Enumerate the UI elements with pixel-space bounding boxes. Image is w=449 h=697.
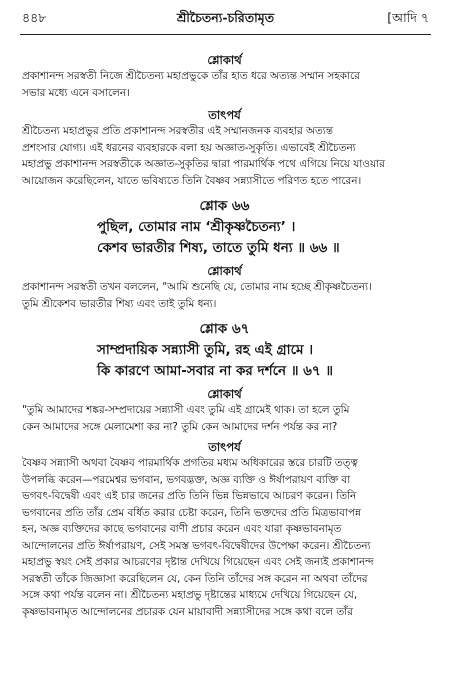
section-heading: তাৎপর্য (208, 108, 241, 122)
text-line: আয়োজন করেছিলেন, যাতে ভবিষ্যতে তিনি বৈষ্ণব সন্ন্যাসীতে পরিণত হতে পারেন। (22, 174, 362, 187)
text-line: তুমি শ্রীকেশব ভারতীর শিষ্য এবং তাই তুমি ধন্য। (22, 297, 217, 310)
text-line: উপলব্ধি করেন—পরমেশ্বর ভগবান, ভগবদ্ভক্ত, অজ্ঞ ব্যক্তি ও ঈর্ষাপরায়ণ ব্যক্তি বা (22, 473, 351, 486)
verse (22, 340, 427, 382)
verse-line: সাম্প্রদায়িক সন্ন্যাসী তুমি, রহ এই গ্রামে । (97, 342, 314, 358)
paragraph (22, 123, 427, 189)
text-line: কৃষ্ণভাবনামৃত আন্দোলনের প্রচারক যেন মায়াবাদী সন্ন্যাসীদের সঙ্গে কথা বলে তাঁর (22, 605, 353, 618)
verse-line: কেশব ভারতীর শিষ্য, তাতে তুমি ধন্য ॥ ৬৬ ॥ (97, 240, 340, 256)
verse-heading: শ্লোক ৬৭ (199, 321, 250, 337)
section-heading: শ্লোকার্থ (207, 53, 242, 67)
text-line: ভগবানের প্রতি তাঁর প্রেম বর্ধিত করার চেষ্টা করেন, তিনি ভক্তদের প্রতি মিত্রভাবাপন্ন (22, 506, 361, 519)
text-line: আন্দোলনের প্রতি ঈর্ষাপরায়ণ, সেই সমস্ত ভগবৎ-বিদ্বেষীদের উপেক্ষা করেন। শ্রীচৈতন্য (22, 539, 371, 552)
text-line: সভার মধ্যে এনে বসালেন। (22, 86, 130, 99)
section-heading: তাৎপর্য (208, 440, 241, 454)
running-header (22, 8, 429, 30)
book-title: শ্রীচৈতন্য-চরিতামৃত (176, 10, 275, 25)
text-line: প্রকাশানন্দ সরস্বতী তখন বললেন, "আমি শুনেছি যে, তোমার নাম হচ্ছে শ্রীকৃষ্ণচৈতন্য। (22, 281, 372, 293)
section-heading: শ্লোকার্থ (207, 387, 242, 401)
verse (22, 217, 427, 259)
text-line: প্রকাশানন্দ সরস্বতী নিজে শ্রীচৈতন্য মহাপ্রভুকে তাঁর হাত ধরে অত্যন্ত সম্মান সহকারে (22, 70, 360, 82)
page-body (22, 52, 427, 620)
text-line: প্রশংসার যোগ্য। এই ধরনের ব্যবহারকে বলা হয় অজ্ঞাত-সুকৃতি। এভাবেই শ্রীচৈতন্য (22, 141, 356, 154)
paragraph (22, 68, 427, 101)
text-line: হন, অজ্ঞ ব্যক্তিদের কাছে ভগবানের বাণী প্রচার করেন এবং যারা কৃষ্ণভাবনামৃত (22, 523, 342, 535)
verse-line: কি কারণে আমা-সবার না কর দর্শনে ॥ ৬৭ ॥ (97, 363, 334, 379)
text-line: শ্রীচৈতন্য মহাপ্রভুর প্রতি প্রকাশানন্দ সরস্বতীর এই সম্মানজনক ব্যবহার অত্যন্ত (22, 125, 333, 137)
text-line: কেন আমাদের সঙ্গে মেলামেশা কর না? তুমি কেন আমাদের দর্শন পর্যন্ত কর না? (22, 420, 338, 433)
text-line: "তুমি আমাদের শঙ্কর-সম্প্রদায়ের সন্ন্যাসী এবং তুমি এই গ্রামেই থাক। তা হলে তুমি (22, 404, 350, 416)
text-line: মহাপ্রভু প্রকাশানন্দ সরস্বতীকে অজ্ঞাত-সুকৃতির দ্বারা পারমার্থিক পথে এগিয়ে নিয়ে যাওয়ার (22, 158, 385, 170)
text-line: সঙ্গে কথা পর্যন্ত বলেন না। শ্রীচৈতন্য মহাপ্রভু দৃষ্টান্তের মাধ্যমে দেখিয়ে গিয়েছেন যে, (22, 589, 358, 601)
paragraph (22, 279, 427, 312)
verse-heading: শ্লোক ৬৬ (199, 198, 250, 214)
chapter-label: [আদি ৭ (387, 10, 429, 25)
header-rule (20, 34, 431, 35)
verse-line: পুছিল, তোমার নাম ‘শ্রীকৃষ্ণচৈতন্য’ । (97, 219, 296, 235)
text-line: ভগবৎ-বিদ্বেষী এবং এই চার জনের প্রতি তিনি ভিন্ন ভিন্নভাবে আচরণ করেন। তিনি (22, 490, 357, 502)
text-line: সরস্বতী তাঁকে জিজ্ঞাসা করেছিলেন যে, কেন তিনি তাঁদের সঙ্গ করেন না অথবা তাঁদের (22, 572, 368, 585)
section-heading: শ্লোকার্থ (207, 264, 242, 278)
paragraph (22, 402, 427, 435)
text-line: মহাপ্রভু স্বয়ং সেই প্রকার আচরণের দৃষ্টান্ত দেখিয়ে গিয়েছেন এবং সেই জন্যই প্রকাশানন্দ (22, 556, 374, 568)
paragraph (22, 455, 427, 620)
text-line: বৈষ্ণব সন্ন্যাসী অথবা বৈষ্ণব পারমার্থিক প্রগতির মধ্যম অধিকারের স্তরে চারটি তত্ত্ব (22, 457, 358, 469)
page-number: ৪৪৮ (22, 10, 47, 25)
